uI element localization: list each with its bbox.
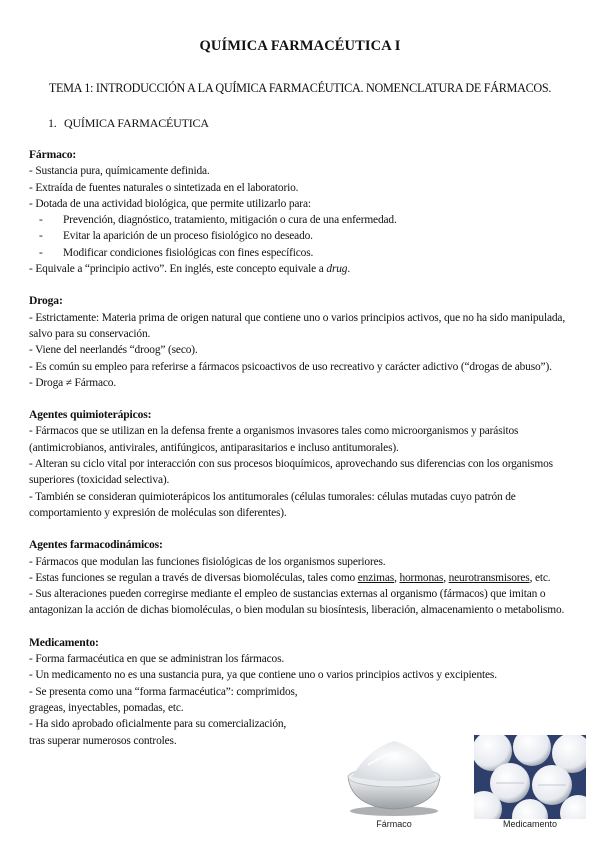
section-farmacodinamicos	[29, 537, 574, 618]
illustration-figures	[338, 735, 588, 840]
section-droga	[29, 293, 574, 391]
section-number: 1.	[48, 116, 57, 130]
farmaco-heading: Fármaco:	[29, 148, 77, 161]
medicamento-line: grageas, inyectables, pomadas, etc.	[29, 701, 184, 714]
quimio-line: - Fármacos que se utilizan en la defensa frente a organismos invasores tales como microorganismos y parásitos (antimicrobianos, antivirales, antifúngicos, antiparasitarios e incluso antitumorales).	[29, 425, 519, 454]
comma: ,	[394, 571, 400, 584]
farmaco-caption: Fármaco	[376, 819, 412, 829]
pills-image	[474, 735, 586, 819]
farmaco-figure	[338, 735, 450, 819]
farmaco-line: - Sustancia pura, químicamente definida.	[29, 165, 210, 178]
section-title: QUÍMICA FARMACÉUTICA	[64, 116, 209, 130]
quimio-line: - También se consideran quimioterápicos los antitumorales (células tumorales: células mutadas cuyo patrón de comportamiento y expresión de moléculas son diferentes).	[29, 490, 516, 519]
farmacodin-line: - Fármacos que modulan las funciones fisiológicas de los organismos superiores.	[29, 555, 386, 568]
medicamento-caption: Medicamento	[502, 819, 558, 829]
topic-subtitle: TEMA 1: INTRODUCCIÓN A LA QUÍMICA FARMACÉUTICA. NOMENCLATURA DE FÁRMACOS.	[48, 81, 552, 95]
medicamento-line: - Ha sido aprobado oficialmente para su comercialización,	[29, 718, 287, 731]
etc-text: , etc.	[529, 571, 551, 584]
droga-line: - Estrictamente: Materia prima de origen natural que contiene uno o varios principios activos, que no ha sido manipulada, salvo para su conservación.	[29, 311, 566, 340]
document-title: QUÍMICA FARMACÉUTICA I	[199, 38, 401, 54]
droga-line: - Droga ≠ Fármaco.	[29, 376, 117, 389]
droga-line: - Viene del neerlandés “droog” (seco).	[29, 344, 198, 357]
document-body	[29, 147, 574, 765]
farmacodin-line	[29, 570, 574, 586]
hormonas-term: hormonas	[399, 571, 444, 584]
medicamento-line: tras superar numerosos controles.	[29, 734, 177, 747]
section-quimioterapicos	[29, 407, 574, 521]
comma: ,	[443, 571, 449, 584]
medicamento-figure	[474, 735, 586, 819]
farmaco-line: - Extraída de fuentes naturales o sintetizada en el laboratorio.	[29, 181, 299, 194]
farmaco-line	[29, 261, 574, 277]
medicamento-line: - Un medicamento no es una sustancia pura, ya que contiene uno o varios principios activos y excipientes.	[29, 669, 497, 682]
section-medicamento	[29, 635, 574, 749]
droga-line: - Es común su empleo para referirse a fármacos psicoactivos de uso recreativo y carácter adictivo (“drogas de abuso”).	[29, 360, 552, 373]
farmaco-subitem: - Modificar condiciones fisiológicas con fines específicos.	[29, 245, 574, 261]
section-heading	[48, 116, 209, 131]
medicamento-line: - Se presenta como una “forma farmacéutica”: comprimidos,	[29, 685, 298, 698]
medicamento-line: - Forma farmacéutica en que se administran los fármacos.	[29, 653, 285, 666]
droga-heading: Droga:	[29, 294, 63, 308]
farmaco-line: - Dotada de una actividad biológica, que permite utilizarlo para:	[29, 197, 311, 210]
farmaco-drug-text: - Equivale a “principio activo”. En inglés, este concepto equivale a	[29, 263, 327, 276]
enzimas-term: enzimas	[357, 571, 395, 584]
section-farmaco	[29, 147, 574, 277]
farmacodin-text: - Estas funciones se regulan a través de diversas biomoléculas, tales como	[29, 571, 358, 584]
period: .	[347, 263, 351, 276]
farmaco-subitem: - Evitar la aparición de un proceso fisiológico no deseado.	[29, 228, 574, 244]
quimio-heading: Agentes quimioterápicos:	[29, 408, 152, 422]
farmacodin-heading: Agentes farmacodinámicos:	[29, 538, 163, 552]
powder-bowl-image	[338, 735, 450, 819]
quimio-line: - Alteran su ciclo vital por interacción con sus procesos bioquímicos, aprovechando sus diferencias con los organismos superiores (toxicidad selectiva).	[29, 458, 553, 487]
farmaco-subitem: - Prevención, diagnóstico, tratamiento, mitigación o cura de una enfermedad.	[29, 212, 574, 228]
farmacodin-line: - Sus alteraciones pueden corregirse mediante el empleo de sustancias externas al organismo (fármacos) que imitan o antagonizan la acción de dichas biomoléculas, o bien modulan su biosíntesis, liberación, almacenamiento o metabolismo.	[29, 588, 565, 617]
medicamento-heading: Medicamento:	[29, 635, 99, 649]
neurotransmisores-term: neurotransmisores	[448, 571, 530, 584]
drug-term: drug	[326, 263, 348, 276]
